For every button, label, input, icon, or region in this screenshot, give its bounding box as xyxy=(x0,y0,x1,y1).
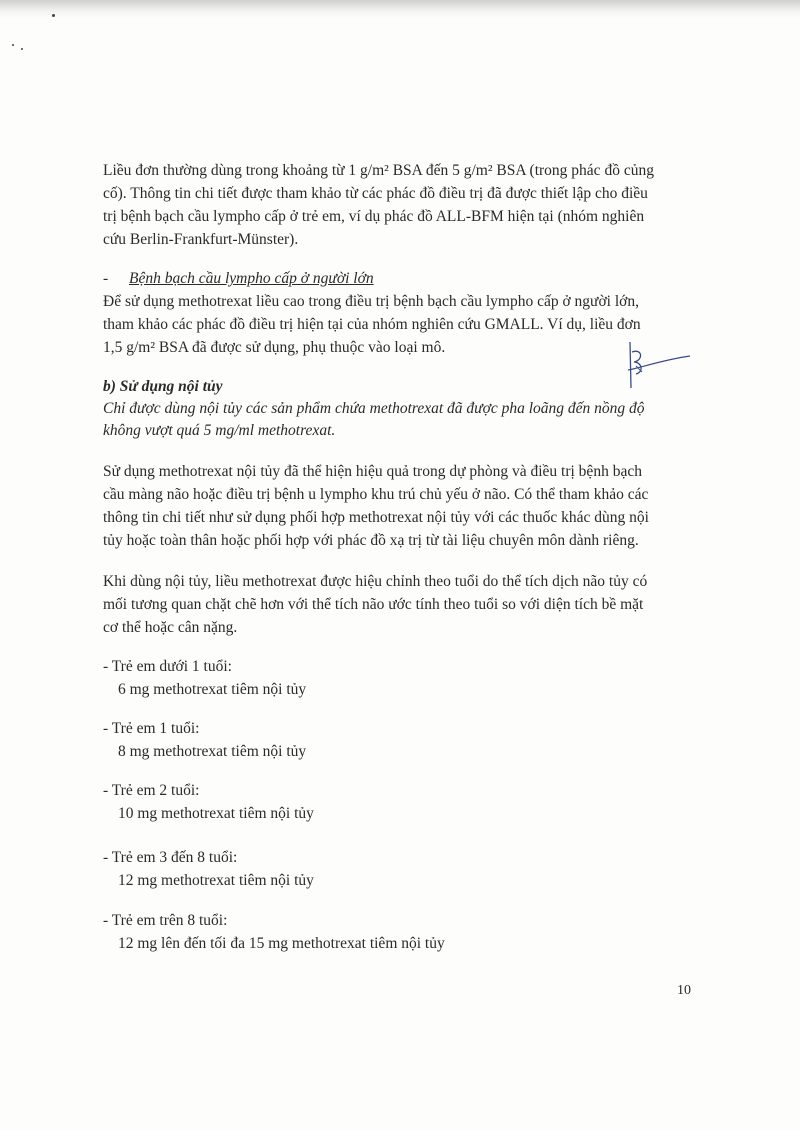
dosing-dose-age-1: 8 mg methotrexat tiêm nội tủy xyxy=(118,743,307,760)
adult-section-heading: Bệnh bạch cầu lympho cấp ở người lớn xyxy=(129,270,374,287)
dosing-group-over-8: - Trẻ em trên 8 tuổi: xyxy=(103,912,228,929)
scan-speck xyxy=(52,14,55,17)
scan-edge-shadow xyxy=(0,0,800,18)
adult-section-line-1: Để sử dụng methotrexat liều cao trong điều trị bệnh bạch cầu lympho cấp ở người lớn, xyxy=(103,293,639,310)
adult-section-line-2: tham khảo các phác đồ điều trị hiện tại của nhóm nghiên cứu GMALL. Ví dụ, liều đơn xyxy=(103,316,641,333)
dosing-dose-age-2: 10 mg methotrexat tiêm nội tủy xyxy=(118,805,314,822)
intrathecal-section-heading: b) Sử dụng nội tủy xyxy=(103,378,223,395)
dosing-group-age-2: - Trẻ em 2 tuổi: xyxy=(103,782,200,799)
intrathecal-paragraph-line-3: thông tin chi tiết như sử dụng phối hợp methotrexat nội tủy với các thuốc khác dùng nội xyxy=(103,509,649,526)
dosing-dose-age-3-8: 12 mg methotrexat tiêm nội tủy xyxy=(118,872,314,889)
dosing-intro-line-3: cơ thể hoặc cân nặng. xyxy=(103,619,238,636)
handwritten-signature xyxy=(618,340,698,400)
dosing-group-age-1: - Trẻ em 1 tuổi: xyxy=(103,720,200,737)
scan-speck xyxy=(12,44,14,46)
paragraph-1-line-1: Liều đơn thường dùng trong khoảng từ 1 g/m² BSA đến 5 g/m² BSA (trong phác đồ củng xyxy=(103,162,654,179)
page-number: 10 xyxy=(677,983,691,998)
dosing-dose-over-8: 12 mg lên đến tối đa 15 mg methotrexat tiêm nội tủy xyxy=(118,935,445,952)
intrathecal-note-line-2: không vượt quá 5 mg/ml methotrexat. xyxy=(103,422,336,439)
dosing-intro-line-2: mối tương quan chặt chẽ hơn với thể tích não ước tính theo tuổi so với diện tích bề mặt xyxy=(103,596,644,613)
dosing-group-age-3-8: - Trẻ em 3 đến 8 tuổi: xyxy=(103,849,238,866)
adult-section-line-3: 1,5 g/m² BSA đã được sử dụng, phụ thuộc vào loại mô. xyxy=(103,339,446,356)
paragraph-1-line-3: trị bệnh bạch cầu lympho cấp ở trẻ em, ví dụ phác đồ ALL-BFM hiện tại (nhóm nghiên xyxy=(103,208,645,225)
scan-speck xyxy=(21,48,23,50)
dosing-group-under-1: - Trẻ em dưới 1 tuổi: xyxy=(103,658,232,675)
dosing-intro-line-1: Khi dùng nội tủy, liều methotrexat được hiệu chỉnh theo tuổi do thể tích dịch não tủy có xyxy=(103,573,648,590)
intrathecal-paragraph-line-2: cầu màng não hoặc điều trị bệnh u lympho khu trú chủ yếu ở não. Có thể tham khảo các xyxy=(103,486,649,503)
paragraph-1-line-2: cố). Thông tin chi tiết được tham khảo từ các phác đồ điều trị đã được thiết lập cho điều xyxy=(103,185,648,202)
list-dash: - xyxy=(103,270,109,287)
intrathecal-note-line-1: Chỉ được dùng nội tủy các sản phẩm chứa methotrexat đã được pha loãng đến nồng độ xyxy=(103,400,645,417)
paragraph-1-line-4: cứu Berlin-Frankfurt-Münster). xyxy=(103,231,299,248)
intrathecal-paragraph-line-4: tủy hoặc toàn thân hoặc phối hợp với phác đồ xạ trị từ tài liệu chuyên môn dành riêng. xyxy=(103,532,639,549)
intrathecal-paragraph-line-1: Sử dụng methotrexat nội tủy đã thể hiện hiệu quả trong dự phòng và điều trị bệnh bạch xyxy=(103,463,642,480)
adult-section-heading-row xyxy=(103,267,374,291)
dosing-dose-under-1: 6 mg methotrexat tiêm nội tủy xyxy=(118,681,307,698)
